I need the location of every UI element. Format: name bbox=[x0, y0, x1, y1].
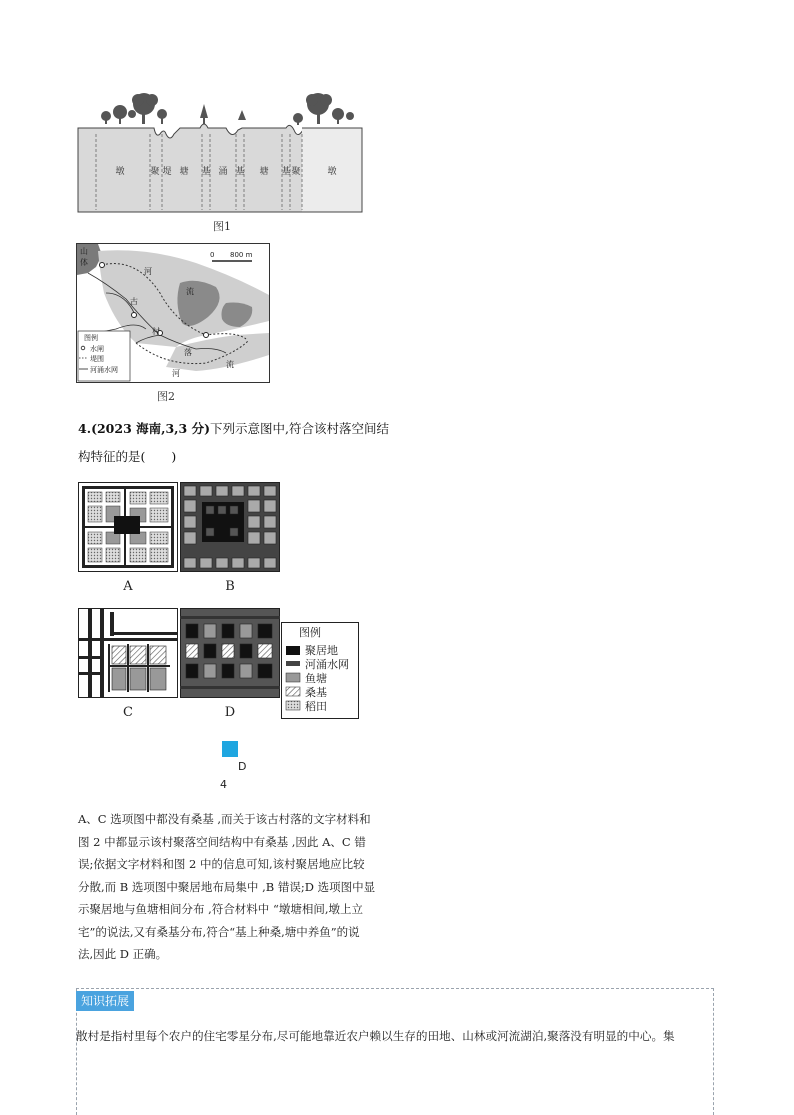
fig1-label: 堤 bbox=[162, 167, 172, 177]
answer-number: 4 bbox=[220, 778, 227, 791]
answer-letter: D bbox=[238, 760, 247, 773]
option-b-diagram bbox=[180, 482, 280, 572]
knowledge-text: 散村是指村里每个农户的住宅零星分布,尽可能地靠近农户赖以生存的田地、山林或河流湖泊,聚落没有明显的中心。集 bbox=[76, 1029, 675, 1043]
explanation bbox=[78, 808, 400, 966]
explanation-line: 示聚居地与鱼塘相间分布 ,符合材料中 “墩塘相间,墩上立 bbox=[78, 902, 363, 916]
fig1-label: 基 bbox=[281, 167, 291, 177]
legend-item: 聚居地 bbox=[305, 644, 338, 657]
map-label-luo: 落 bbox=[184, 348, 192, 357]
scale-unit: 800 m bbox=[230, 251, 253, 259]
answer-marker bbox=[222, 741, 238, 757]
option-a-diagram bbox=[78, 482, 178, 572]
option-b-label[interactable]: B bbox=[225, 579, 235, 594]
explanation-line: 分散,而 B 选项图中聚居地布局集中 ,B 错误;D 选项图中显 bbox=[78, 879, 376, 894]
map-label-shan: 山 bbox=[80, 247, 88, 256]
fig1-label: 塘 bbox=[259, 167, 269, 177]
map-label-river: 河 bbox=[144, 267, 152, 276]
map-label-flow: 流 bbox=[186, 287, 194, 296]
map-legend-item: 河涌水网 bbox=[90, 366, 118, 374]
map-label-cun: 村 bbox=[152, 327, 160, 336]
options-legend bbox=[281, 622, 359, 719]
knowledge-box bbox=[76, 988, 714, 1115]
question-bracket: ) bbox=[171, 449, 177, 464]
figure-1-cross-section bbox=[76, 88, 366, 214]
map-legend-title: 图例 bbox=[84, 334, 98, 342]
question-source: (2023 海南,3,3 分) bbox=[91, 421, 210, 436]
legend-swatch-mulberry bbox=[286, 687, 300, 696]
fig1-label: 墩 bbox=[115, 167, 125, 177]
map-label-gu: 古 bbox=[130, 297, 138, 306]
legend-item: 稻田 bbox=[305, 700, 327, 713]
map-legend-item: 水闸 bbox=[90, 345, 104, 353]
tree-icons bbox=[101, 93, 354, 125]
explanation-line: 宅”的说法,又有桑基分布,符合“基上种桑,塘中养鱼”的说 bbox=[78, 924, 360, 939]
fig1-label: 墩 bbox=[327, 167, 337, 177]
map-label-ti: 体 bbox=[80, 258, 88, 267]
explanation-line: 法,因此 D 正确。 bbox=[78, 947, 168, 961]
legend-swatch-waterway bbox=[286, 661, 300, 666]
question-line-2 bbox=[78, 442, 176, 472]
figure-1-caption: 图1 bbox=[213, 220, 231, 233]
knowledge-tag: 知识拓展 bbox=[76, 991, 134, 1011]
question-line-1 bbox=[78, 414, 389, 444]
scale-zero: 0 bbox=[210, 251, 215, 259]
option-d-diagram bbox=[180, 608, 280, 698]
legend-title: 图例 bbox=[299, 626, 321, 639]
legend-swatch-paddy bbox=[286, 701, 300, 710]
fig1-label: 基 bbox=[235, 167, 245, 177]
option-d-label[interactable]: D bbox=[224, 705, 236, 720]
question-text: 下列示意图中,符合该村落空间结 bbox=[209, 421, 389, 436]
legend-swatch-fishpond bbox=[286, 673, 300, 682]
map-legend-item: 堤围 bbox=[90, 355, 104, 363]
option-c-diagram bbox=[78, 608, 178, 698]
figure-2-map bbox=[76, 243, 270, 383]
legend-item: 桑基 bbox=[305, 686, 327, 699]
fig1-label: 聚 bbox=[291, 167, 301, 177]
explanation-line: 图 2 中都显示该村聚落空间结构中有桑基 ,因此 A、C 错 bbox=[78, 834, 366, 849]
question-text: 构特征的是( bbox=[78, 449, 146, 464]
map-label-river2: 河 bbox=[172, 369, 180, 378]
option-a-label[interactable]: A bbox=[123, 579, 133, 594]
legend-swatch-settlement bbox=[286, 646, 300, 655]
legend-item: 鱼塘 bbox=[305, 672, 327, 685]
explanation-line: A、C 选项图中都没有桑基 ,而关于该古村落的文字材料和 bbox=[78, 812, 371, 826]
fig1-label: 基 bbox=[201, 167, 211, 177]
figure-2-caption: 图2 bbox=[157, 390, 175, 403]
legend-item: 河涌水网 bbox=[305, 658, 349, 671]
question-number: 4. bbox=[78, 421, 92, 436]
fig1-label: 聚 bbox=[150, 167, 160, 177]
fig1-label: 塘 bbox=[179, 167, 189, 177]
fig1-label: 涌 bbox=[218, 167, 228, 177]
explanation-line: 误;依据文字材料和图 2 中的信息可知,该村聚居地应比较 bbox=[78, 857, 365, 871]
map-label-flow2: 流 bbox=[226, 360, 234, 369]
option-c-label[interactable]: C bbox=[123, 705, 133, 720]
